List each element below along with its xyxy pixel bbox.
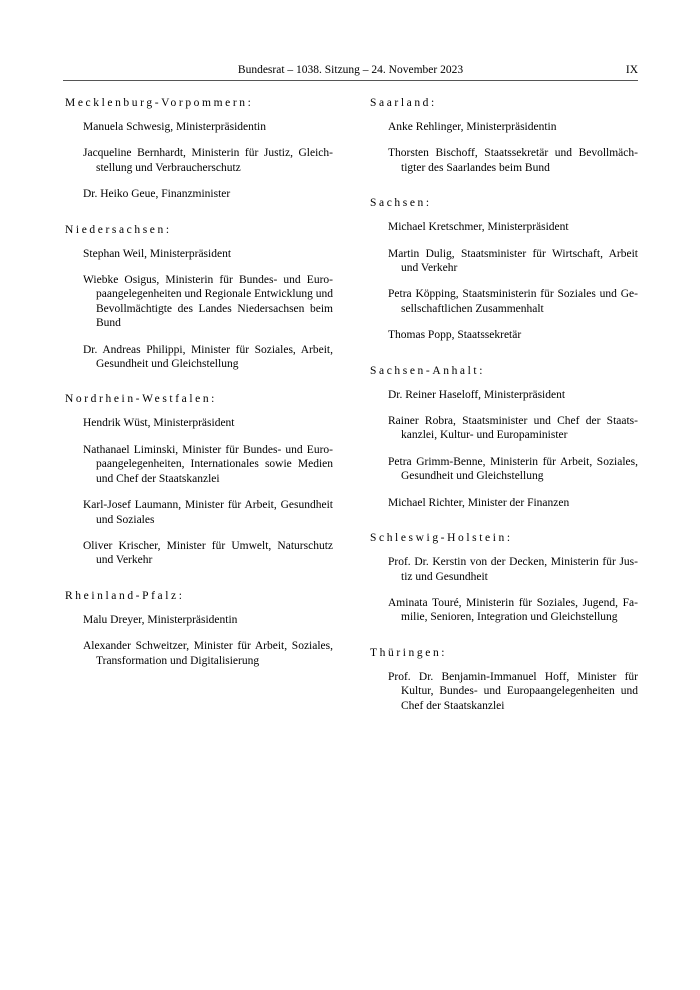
person-entry: Hendrik Wüst, Ministerpräsident (83, 417, 235, 430)
person-entry: Michael Kretschmer, Ministerpräsident (388, 221, 569, 234)
person-entry: Karl-Josef Laumann, Minister für Arbeit, Gesundheit und Soziales (83, 499, 333, 526)
state-heading: Sachsen-Anhalt: (370, 364, 486, 377)
state-block (368, 196, 638, 342)
person-entry: Jacqueline Bernhardt, Ministerin für Justiz, Gleichstellung und Verbraucherschutz (83, 147, 333, 174)
person-entry: Oliver Krischer, Minister für Umwelt, Naturschutz und Verkehr (83, 539, 333, 567)
person-entry: Prof. Dr. Kerstin von der Decken, Ministerin für Justiz und Gesundheit (388, 556, 638, 583)
state-heading: Rheinland-Pfalz: (65, 589, 185, 602)
state-block (368, 364, 638, 510)
state-block (63, 223, 333, 372)
person-entry: Aminata Touré, Ministerin für Soziales, Jugend, Familie, Senioren, Integration und Gleichstellung (388, 596, 638, 624)
person-entry: Wiebke Osigus, Ministerin für Bundes- und Europaangelegenheiten und Regionale Entwicklung und Bevollmächtigte des Landes Niedersachsen beim Bund (83, 274, 333, 330)
person-entry: Alexander Schweitzer, Minister für Arbeit, Soziales, Transformation und Digitalisierung (83, 640, 333, 667)
state-block (368, 646, 638, 713)
person-entry: Manuela Schwesig, Ministerpräsidentin (83, 121, 267, 133)
person-entry: Anke Rehlinger, Ministerpräsidentin (388, 121, 557, 133)
person-entry: Nathanael Liminski, Minister für Bundes- und Europaangelegenheiten, Internationales sowie Medien und Chef der Staatskanzlei (83, 443, 333, 485)
state-block (63, 392, 333, 567)
person-entry: Dr. Andreas Philippi, Minister für Soziales, Arbeit, Gesundheit und Gleichstellung (83, 343, 333, 371)
person-entry: Petra Grimm-Benne, Ministerin für Arbeit, Soziales, Gesundheit und Gleichstellung (388, 455, 638, 483)
state-block (368, 96, 638, 175)
person-entry: Rainer Robra, Staatsminister und Chef der Staatskanzlei, Kultur- und Europaminister (388, 415, 638, 442)
person-entry: Dr. Reiner Haseloff, Ministerpräsident (388, 388, 566, 401)
state-block (63, 589, 333, 668)
person-entry: Martin Dulig, Staatsminister für Wirtschaft, Arbeit und Verkehr (388, 247, 638, 275)
state-heading: Nordrhein-Westfalen: (65, 393, 217, 406)
header-rule (63, 80, 638, 81)
person-entry: Thorsten Bischoff, Staatssekretär und Bevollmächtigter des Saarlandes beim Bund (388, 147, 638, 174)
state-heading: Thüringen: (370, 646, 448, 659)
person-entry: Malu Dreyer, Ministerpräsidentin (83, 613, 238, 626)
person-entry: Stephan Weil, Ministerpräsident (83, 247, 232, 260)
state-heading: Saarland: (370, 97, 437, 109)
body-columns (63, 96, 638, 715)
running-head-title: Bundesrat – 1038. Sitzung – 24. November 2023 (237, 64, 464, 76)
column-left (63, 96, 333, 715)
person-entry: Prof. Dr. Benjamin-Immanuel Hoff, Minister für Kultur, Bundes- und Europaangelegenheiten und Chef der Staatskanzlei (388, 670, 638, 712)
person-entry: Petra Köpping, Staatsministerin für Soziales und Gesellschaftlichen Zusammenhalt (388, 288, 638, 315)
person-entry: Michael Richter, Minister der Finanzen (388, 496, 570, 509)
state-heading: Sachsen: (370, 197, 432, 210)
running-head (63, 63, 638, 83)
state-heading: Niedersachsen: (65, 223, 172, 236)
column-right (368, 96, 638, 715)
state-heading: Mecklenburg-Vorpommern: (65, 97, 254, 109)
state-heading: Schleswig-Holstein: (370, 532, 513, 545)
page-number: IX (625, 64, 638, 76)
state-block (368, 531, 638, 625)
person-entry: Thomas Popp, Staatssekretär (388, 329, 522, 342)
person-entry: Dr. Heiko Geue, Finanzminister (83, 188, 231, 201)
state-block (63, 96, 333, 202)
